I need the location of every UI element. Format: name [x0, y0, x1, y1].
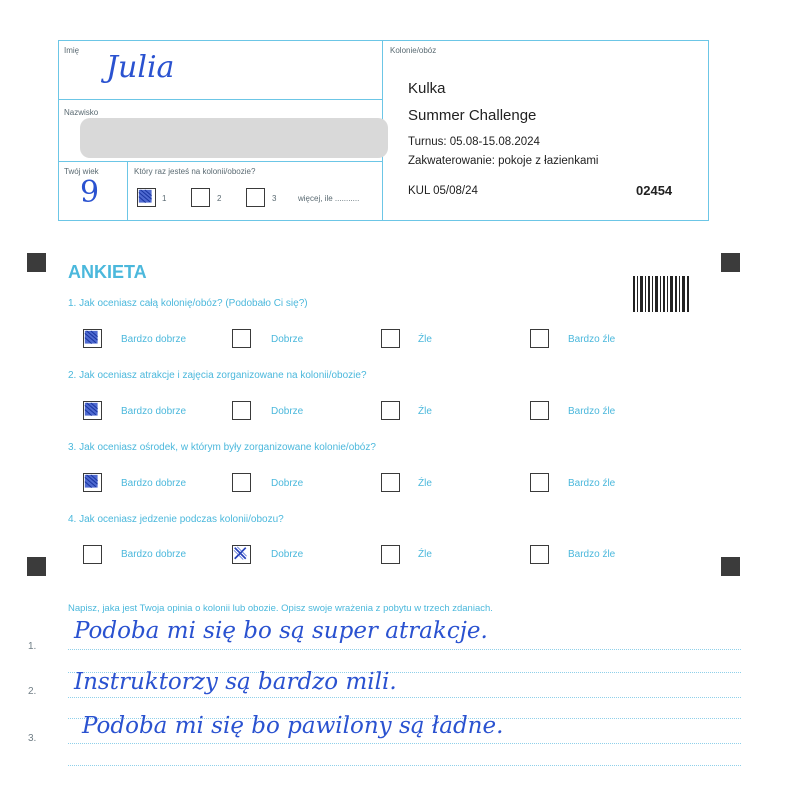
checked-mark-icon — [233, 546, 250, 563]
camp-label: Kolonie/obóz — [390, 46, 437, 55]
times-option-more-label: więcej, ile ........... — [298, 194, 360, 203]
age-divider — [127, 161, 128, 221]
times-checkbox-1[interactable] — [137, 188, 156, 207]
age-label: Twój wiek — [64, 167, 99, 176]
times-checkbox-2[interactable] — [191, 188, 210, 207]
checked-mark-icon — [138, 189, 155, 206]
q2-option-bad[interactable] — [381, 401, 400, 420]
question-4-text: 4. Jak oceniasz jedzenie podczas kolonii/obozu? — [68, 514, 284, 525]
q1-option-very-bad[interactable] — [530, 329, 549, 348]
camp-accommodation: Zakwaterowanie: pokoje z łazienkami — [408, 155, 599, 167]
surname-redaction — [80, 118, 388, 158]
q3-option-bad[interactable] — [381, 473, 400, 492]
q2-option-very-good[interactable] — [83, 401, 102, 420]
q4-option-good[interactable] — [232, 545, 251, 564]
q3-option-very-good[interactable] — [83, 473, 102, 492]
q3-option-very-bad-label: Bardzo źle — [568, 478, 616, 489]
registration-mark-top-right — [721, 253, 740, 272]
q3-option-very-good-label: Bardzo dobrze — [121, 478, 187, 489]
camp-code: KUL 05/08/24 — [408, 185, 478, 197]
line-number-1: 1. — [28, 641, 37, 652]
q1-option-good[interactable] — [232, 329, 251, 348]
q2-option-very-bad[interactable] — [530, 401, 549, 420]
q3-option-very-bad[interactable] — [530, 473, 549, 492]
writing-line-2 — [68, 697, 741, 698]
writing-line-3 — [68, 743, 741, 744]
q4-option-very-bad-label: Bardzo źle — [568, 549, 616, 560]
barcode-icon — [633, 276, 689, 312]
times-checkbox-3[interactable] — [246, 188, 265, 207]
writing-line-3b — [68, 765, 741, 766]
opinion-answer-1[interactable]: Podoba mi się bo są super atrakcje. — [74, 618, 488, 644]
question-3-text: 3. Jak oceniasz ośrodek, w którym były zorganizowane kolonie/obóz? — [68, 442, 376, 453]
q2-option-good[interactable] — [232, 401, 251, 420]
line-number-3: 3. — [28, 733, 37, 744]
line-number-2: 2. — [28, 686, 37, 697]
name-value[interactable]: Julia — [106, 50, 175, 85]
q1-option-good-label: Dobrze — [271, 334, 304, 345]
checked-mark-icon — [84, 402, 101, 419]
surname-row-divider — [58, 161, 383, 162]
name-row-divider — [58, 99, 383, 100]
camp-program: Summer Challenge — [408, 107, 537, 124]
surname-label: Nazwisko — [64, 108, 99, 117]
survey-title: ANKIETA — [68, 262, 147, 282]
q4-option-very-good-label: Bardzo dobrze — [121, 549, 187, 560]
q3-option-bad-label: Źle — [418, 478, 432, 489]
q1-option-very-bad-label: Bardzo źle — [568, 334, 616, 345]
name-label: Imię — [64, 46, 80, 55]
age-value[interactable]: 9 — [80, 175, 100, 210]
q2-option-bad-label: Źle — [418, 406, 432, 417]
camp-name: Kulka — [408, 80, 446, 97]
q2-option-very-good-label: Bardzo dobrze — [121, 406, 187, 417]
camp-turnus: Turnus: 05.08-15.08.2024 — [408, 136, 540, 148]
opinion-answer-2[interactable]: Instruktorzy są bardzo mili. — [74, 669, 397, 695]
q1-option-bad[interactable] — [381, 329, 400, 348]
registration-mark-top-left — [27, 253, 46, 272]
q4-option-bad-label: Źle — [418, 549, 432, 560]
question-1-text: 1. Jak oceniasz całą kolonię/obóz? (Podobało Ci się?) — [68, 298, 308, 309]
times-option-3-label: 3 — [272, 194, 277, 203]
times-option-2-label: 2 — [217, 194, 222, 203]
opinion-prompt: Napisz, jaka jest Twoja opinia o kolonii lub obozie. Opisz swoje wrażenia z pobytu w trzech zdaniach. — [68, 603, 493, 614]
registration-mark-bottom-left — [27, 557, 46, 576]
opinion-answer-3[interactable]: Podoba mi się bo pawilony są ładne. — [82, 713, 504, 739]
q2-option-good-label: Dobrze — [271, 406, 304, 417]
checked-mark-icon — [84, 474, 101, 491]
q1-option-very-good[interactable] — [83, 329, 102, 348]
q3-option-good[interactable] — [232, 473, 251, 492]
form-number: 02454 — [636, 183, 673, 198]
q4-option-bad[interactable] — [381, 545, 400, 564]
q4-option-good-label: Dobrze — [271, 549, 304, 560]
q1-option-very-good-label: Bardzo dobrze — [121, 334, 187, 345]
times-label: Który raz jesteś na kolonii/obozie? — [134, 167, 256, 176]
q4-option-very-good[interactable] — [83, 545, 102, 564]
q1-option-bad-label: Źle — [418, 334, 432, 345]
q4-option-very-bad[interactable] — [530, 545, 549, 564]
q2-option-very-bad-label: Bardzo źle — [568, 406, 616, 417]
writing-line-1 — [68, 649, 741, 650]
question-2-text: 2. Jak oceniasz atrakcje i zajęcia zorganizowane na kolonii/obozie? — [68, 370, 367, 381]
times-option-1-label: 1 — [162, 194, 167, 203]
checked-mark-icon — [84, 330, 101, 347]
registration-mark-bottom-right — [721, 557, 740, 576]
q3-option-good-label: Dobrze — [271, 478, 304, 489]
